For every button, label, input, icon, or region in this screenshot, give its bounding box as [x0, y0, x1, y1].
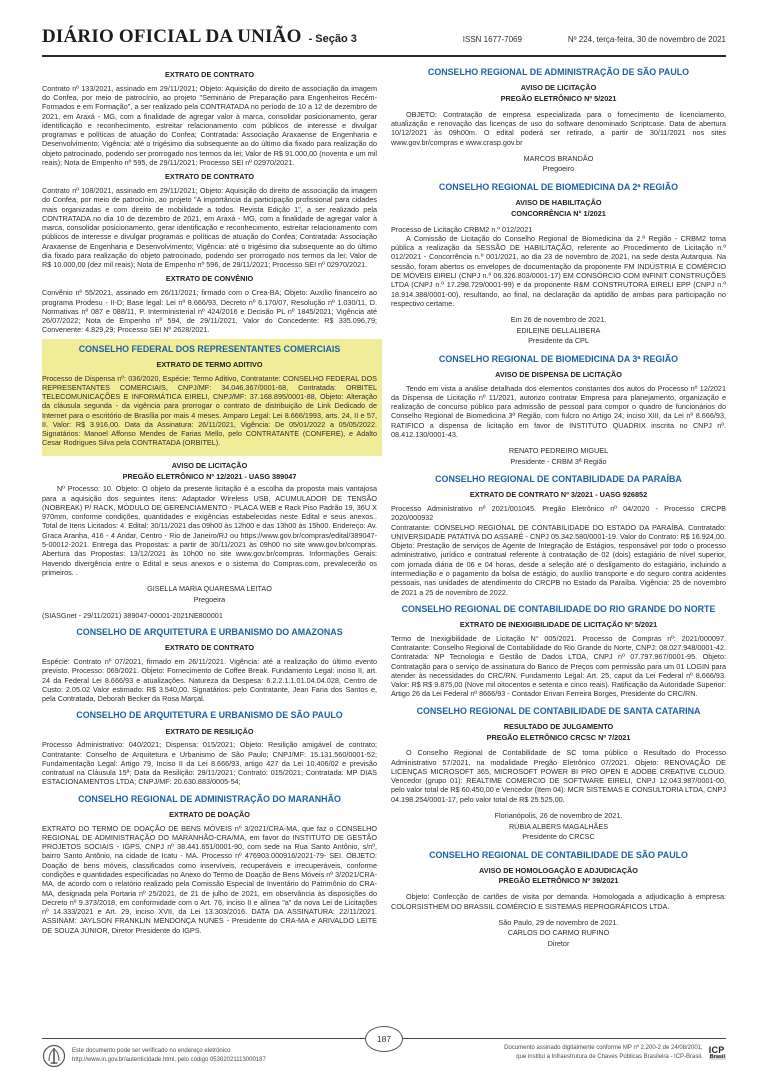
- signer-name: RÚBIA ALBERS MAGALHÃES: [508, 821, 609, 831]
- crasp-objeto-text: OBJETO: Contratação de empresa especializada para o fornecimento de licenciamento, atualização e renovação das licenças de uso do software denominado Scriptcase. Data de abertura 10/12/2021 às 09h00m. O edital poderá ser retirado, a partir de 30/11/2021 nos sites www.gov.br/compras e www.crasp.gov.br: [391, 109, 726, 147]
- extrato-contrato-108-text: Contrato nº 108/2021, assinado em 29/11/2021; Objeto: Aquisição do direito de associação da imagem do Confea, por meio de patrocínio, ao projeto "A importância da participação profissional para cidades mais organizadas e com direito de mobilidade a todos. Revista Edição 1", a ser realizado pela CONTRATADA no dia 10 de dezembro de 2021, em Araxá - MG, com a finalidade de agregar valor à marca, consolidar posicionamento, gerar identificação e reconhecimento, estreitar relacionamento com públicos de interesse e divulgar programas e políticas de atuação do Confea; Contratada: Associação Araxaense de Engenharia e Desenvolvimento; Vigência: até o trigésimo dia subsequente ao do último dia fixado para realização do objeto patrocinado, podendo ser prorrogado nos termos da lei; Valor de R$ 10.000,00 (dez mil reais); Nota de Empenho nº 596, de 29/11/2021; Processo SEI nº 02970/2021.: [42, 186, 377, 270]
- extrato-contrato-133-text: Contrato nº 133/2021, assinado em 29/11/2021; Objeto: Aquisição do direito de associação da imagem do Confea, por meio de patrocínio, ao projeto "Seminário de Preparação para Engenheiros Recém-Formados e em Formação", a ser realizado pela CONTRATADA no período de 10 a 12 de dezembro de 2021, em Araxá - MG, com a finalidade de agregar valor à marca, consolidar posicionamento, gerar identificação e reconhecimento, estreitar relacionamento com públicos de interesse e divulgar programas e políticas de atuação do Confea; Contratada: Associação Araxaense de Engenharia e Desenvolvimento; Vigência: até o trigésimo dia subsequente ao do último dia fixado para realização do objeto patrocinado, podendo ser prorrogado nos termos da lei; Valor de R$ 91.000,00 (noventa e um mil reais); Nota de Empenho nº 595, de 29/11/2021; Processo SEI nº 02970/2021.: [42, 83, 377, 167]
- org-heading-cau-am: CONSELHO DE ARQUITETURA E URBANISMO DO AMAZONAS: [76, 627, 343, 638]
- crcrn-inexigibilidade-text: Termo de Inexigibilidade de Licitação N° 005/2021. Processo de Compras nº: 2021/000097. Contratante: Conselho Regional de Contabilidade do Rio Grande do Norte, CNPJ: 08.027.948/0001-42. Contratada: NP Tecnologia e Gestão de Dados LTDA, CNPJ nº 07.797.967/0001-95. Objeto: Contratação para o serviço de assinatura do Banco de Preços com permissão para um 01 LOGIN para atender às necessidades do CRC/RN. Fundamento Legal: Art. 25, caput da Lei Federal nº 8.666/93. Valor: R$ R$ 9.875,00 (Nove mil oitocentos e setenta e cinco reais). Ratificação da Autoridade Superior: Artigo 26 da Lei Federal nº 8666/93 - Contador Erivan Ferreira Borges, Presidente do CRC/RN.: [391, 633, 726, 699]
- signature-note-line-2: que institui a Infraestrutura de Chaves Públicas Brasileira - ICP-Brasil.: [516, 1054, 703, 1060]
- act-title-cra-ma: EXTRATO DE DOAÇÃO: [169, 809, 250, 819]
- crcsc-resultado-text: O Conselho Regional de Contabilidade de SC torna público o Resultado do Processo Administrativo 57/2021, na modalidade Pregão Eletrônico 07/2021. Objeto: RENOVAÇÃO DE LICENÇAS MICROSOFT 365, MICROSOFT POWER BI PRO OPEN E ADOBE CREATIVE CLOUD. Vencedor (grupo 01): REALTIME COMERCIO DE SOFTWARE EIRELI, CNPJ 12.043.987/0001-00, pelo valor total de R$ 60.450,00 e Vencedor (Item 04): MCR SISTEMAS E CONSULTORIA LTDA, CNPJ 04.198.254/0001-17, pelo valor total de R$ 25.525,00.: [391, 748, 726, 804]
- org-heading-crbm3: CONSELHO REGIONAL DE BIOMEDICINA DA 3ª REGIÃO: [438, 353, 679, 364]
- org-heading-cfrc: CONSELHO FEDERAL DOS REPRESENTANTES COMERCIAIS: [78, 343, 341, 354]
- signer-name: EDILEINE DELLALIBERA: [516, 325, 601, 335]
- signature-note: [504, 1044, 703, 1062]
- signer-role: Presidente do CRCSC: [522, 832, 595, 841]
- edition-label: Nº 224, terça-feira, 30 de novembro de 2021: [567, 35, 726, 44]
- act-title-contrato-108: EXTRATO DE CONTRATO: [164, 172, 255, 182]
- act-subtitle-pregao-12: PREGÃO ELETRÔNICO Nº 12/2021 - UASG 389047: [122, 471, 297, 481]
- act-subtitle-crcsc-pregao: PREGÃO ELETRÔNICO CRCSC Nº 7/2021: [486, 732, 631, 742]
- page-number-badge: 187: [365, 1026, 403, 1052]
- signer-name: RENATO PEDREIRO MIGUEL: [508, 446, 609, 456]
- signature-block-crasp: [391, 154, 726, 175]
- masthead-section: - Seção 3: [308, 33, 357, 45]
- act-title-contrato-133: EXTRATO DE CONTRATO: [164, 70, 255, 79]
- signer-name: GISELLA MARIA QUARESMA LEITAO: [147, 584, 272, 594]
- verification-line-2: http://www.in.gov.br/autenticidade.html, pelo código 05302021113000187: [72, 1057, 266, 1063]
- page-footer: [42, 1034, 726, 1068]
- signer-role: Presidente - CRBM 3ª Região: [510, 456, 607, 466]
- org-heading-crasp: CONSELHO REGIONAL DE ADMINISTRAÇÃO DE SÃO PAULO: [427, 67, 690, 77]
- extrato-doacao-text: EXTRATO DO TERMO DE DOAÇÃO DE BENS MÓVEIS nº 3/2021/CRA-MA, que faz o CONSELHO REGIONAL DE ADMINISTRAÇÃO DO MARANHÃO-CRA/MA, em favor do INSTITUTO DE GESTÃO PROJETOS SOCIAIS - IGPS, CNPJ nº 38.441.651/0001-90, com sede na Rua Santo Antônio, s/nº, bairro Santo Antônio, na cidade de Icatu - MA. Processo nº 476903.000916/2021-79- SEI. OBJETO: Doação de bens móveis, classificados como inservíveis, recuperáveis e irrecuperáveis, conforme condições e quantidades especificadas no Anexo do Termo de Doação de Bens Móveis nº 3/2021/CRA-MA, de acordo com o relatório realizado pela Comissão Especial de Inventário do Patrimônio do CRA-MA, designada pela Portaria nº 25/2021, de 21 de julho de 2021, em observância às disposições do Decreto nº 9.373/2018, em conformidade com o Art. 76, inciso II e alínea "a" da nova Lei de Licitações nº 14.333/2021 e Art. 29, inciso XVII, da Lei 13.303/2016. DATA DA ASSINATURA: 22/11/2021. ASSINAM: JAYLSON FRANKLIN MENDONÇA NUNES - Presidente do CRA-MA e ARIVALDO LEITE DE SOUZA JÚNIOR, Diretor Presidente do IGPS.: [42, 823, 377, 935]
- act-title-cau-am: EXTRATO DE CONTRATO: [164, 643, 255, 653]
- act-title-crbm2-aviso: AVISO DE HABILITAÇÃO: [515, 198, 602, 207]
- crcsp-homologacao-text: Objeto: Confecção de cartões de visita por demanda. Homologada a adjudicação à empresa: COLORSISTHEM DO BRASSIL COMÉRCIO E SISTEMAS REPROGRÁFICOS LTDA.: [391, 892, 726, 911]
- extrato-cau-am-text: Espécie: Contrato nº 07/2021, firmado em 26/11/2021. Vigência: até a realização do último evento previsto. Processo: 069/2021. Objeto: Fornecimento de Coffee Break. Fundamento Legal: inciso II, art. 24 da Federal Lei 8.666/93 e atualizações. Natureza da Despesa: 6.2.2.1.1.01.04.04.028, Centro de Custo: 2.05.02 Valor estimado: R$ 3.540,00. Signatários: pelo Contratante, Jean Faria dos Santos e, pela Contratada, Deborah Becker da Rosa Marçal.: [42, 657, 377, 704]
- signature-block-crcsp: [391, 918, 726, 950]
- signature-date: São Paulo, 29 de novembro de 2021.: [498, 917, 619, 927]
- verification-note: [72, 1047, 266, 1065]
- signer-role: Diretor: [547, 938, 570, 948]
- org-heading-crcrn: CONSELHO REGIONAL DE CONTABILIDADE DO RIO GRANDE DO NORTE: [401, 603, 716, 614]
- crbm2-processo-line: Processo de Licitação CRBM2 n.º 012/2021: [391, 224, 533, 234]
- header-rule: [42, 55, 726, 57]
- icp-brasil-logo-icon: [709, 1046, 726, 1061]
- signer-role: Pregoeiro: [542, 164, 575, 174]
- signature-date: Florianópolis, 26 de novembro de 2021.: [494, 811, 623, 820]
- signature-block-crcsc: [391, 811, 726, 843]
- signer-role: Pregoeira: [193, 594, 226, 604]
- siasgnet-reference: (SIASGnet - 29/11/2021) 389047-00001-2021NE800001: [42, 611, 223, 621]
- signature-block-pregoeira: [42, 584, 377, 605]
- org-heading-crbm2: CONSELHO REGIONAL DE BIOMEDICINA DA 2ª REGIÃO: [438, 181, 679, 192]
- act-title-crasp-aviso: AVISO DE LICITAÇÃO: [520, 83, 597, 93]
- org-heading-crcsc: CONSELHO REGIONAL DE CONTABILIDADE DE SANTA CATARINA: [416, 705, 701, 716]
- signature-block-crbm3: [391, 446, 726, 467]
- brasil-coat-of-arms-icon: [42, 1044, 66, 1068]
- signature-note-line-1: Documento assinado digitalmente conforme MP nº 2.200-2 de 24/08/2001,: [504, 1045, 703, 1051]
- org-heading-cra-ma: CONSELHO REGIONAL DE ADMINISTRAÇÃO DO MARANHÃO: [78, 793, 341, 804]
- icp-logo-bottom-text: Brasil: [709, 1053, 725, 1060]
- crcpb-processo-line: Processo Administrativo nº 2021/001045. Pregão Eletrônico nº 04/2020 - Processo CRCPB 2020/000932: [391, 504, 726, 523]
- highlighted-notice: [42, 339, 382, 456]
- act-subtitle-crbm2-concorrencia: CONCORRÊNCIA N° 1/2021: [511, 208, 606, 218]
- column-right: [391, 65, 726, 1017]
- extrato-convenio-text: Convênio nº 55/2021, assinado em 26/11/2021; firmado com o Crea-BA; Objeto: Auxílio financeiro ao programa Prodesu - II-D; Base legal: Lei nº 8.666/93, Decreto nº 6.170/07, Resolução nº 1.030/11, D. Normativas nº 087 e 088/11, P. Interministerial nº 424/2016 e Decisão PL nº 1845/2021; Vigência até 26/07/2022; Nota de Empenho nº 594, de 29/11/2021, Valor do Concedente: R$ 335.096,79; Convenente: 4.829,29; Processo SEI Nº 2628/2021.: [42, 288, 377, 335]
- crbm2-habilitacao-text: A Comissão de Licitação do Conselho Regional de Biomedicina da 2.ª Região - CRBM2 torna pública a realização da SESSÃO DE HABILITAÇÃO, referente ao Procedimento de Licitação n.º 012/2021 - Concorrência n.º 001/2021, ao dia 23 de novembro de 2021, na sede desta Autarquia. Na sessão, foram abertos os envelopes de documentação da proponente FM INDÚSTRIA E COMÉRCIO DE MÓVEIS EIRELI (CNPJ n.º 06.326.803/0001-17) EM CONSÓRCIO COM INFINIT CONSTRUÇÕES LTDA (CNPJ n.º 17.298.729/0001-99) e da proponente R&M CONSTRUTORA EIRELI EPP (CNPJ n.º 18.914.388/0001-00), resultando, ao final, na declaração da aptidão de ambas para participação no respectivo certame.: [391, 233, 726, 308]
- column-left: [42, 65, 377, 1017]
- crbm3-dispensa-text: Tendo em vista a análise detalhada dos elementos constantes dos autos do Processo nº 12/2021 da Dispensa de Licitação nº 11/2021, autorizo contratar Empresa para planejamento, organização e realização de concurso público para admissão de pessoal para compor o quadro de funcionários do Conselho Regional de Biomedicina 3ª Região, com fulcro no Artigo 24, inciso XIII, da Lei nº 8.666/93, RATIFICO a dispensa de licitação em favor de INSTITUTO QUADRIX inscrita no CNPJ nº. 08.412.130/0001-43.: [391, 383, 726, 439]
- signer-name: MARCOS BRANDÃO: [523, 153, 594, 163]
- verification-line-1: Este documento pode ser verificado no endereço eletrônico: [72, 1048, 231, 1054]
- extrato-termo-aditivo-text: Processo de Dispensa nº: 036/2020, Espécie: Termo Aditivo, Contratante: CONSELHO FEDERAL DOS REPRESENTANTES COMERCIAIS, CNPJ/MF: 34.046.367/0001-68, Contratada: ORBITEL TELECOMUNICAÇÕES E INFORMÁTICA EIRELI, CNPJ/MF: 37.168.895/0001-88, Objeto: Alteração da cláusula segunda - da vigência para prorrogar o contrato de distribuição de Link Dedicado de Internet para o escritório de Brasília por mais 4 meses. Amparo Legal: Lei 8.666/1993, arts. 24, II e 57, II. Valor: R$ 3.916,00. Data da Assinatura: 26/11/2021, Vigência: De 05/01/2022 a 05/05/2022. Signatários: Manoel Affonso Mendes de Farias Mello, pelo CONTRATANTE (CONFERE), e Adalto Cesar Rodrigues Silva pela CONTRATADA (ORBITEL).: [42, 373, 377, 448]
- act-subtitle-crcsp-pregao: PREGÃO ELETRÔNICO Nº 39/2021: [498, 876, 619, 886]
- issn-label: ISSN 1677-7069: [462, 35, 522, 44]
- act-title-crcsp-homologacao: AVISO DE HOMOLOGAÇÃO E ADJUDICAÇÃO: [479, 865, 638, 875]
- org-heading-crcsp: CONSELHO REGIONAL DE CONTABILIDADE DE SÃO PAULO: [429, 849, 688, 860]
- signer-role: Presidente da CPL: [528, 336, 589, 346]
- content-columns: [42, 65, 726, 1017]
- act-subtitle-crasp-pregao: PREGÃO ELETRÔNICO Nº 5/2021: [500, 93, 617, 103]
- act-title-cau-sp: EXTRATO DE RESILIÇÃO: [165, 726, 254, 736]
- aviso-licitacao-12-text: Nº Processo: 10. Objeto: O objeto da presente licitação é a escolha da proposta mais vantajosa para a aquisição dos seguintes itens: Adaptador Wireless USB, ACUMULADOR DE TENSÃO (NOBREAK) P/ RACK, MÓDULO DE GERENCIAMENTO - PLACA WEB e Rack Piso Padrão 19, 36U X 970mm, conforme condições, quantidades e exigências estabelecidas neste Edital e seus anexos.. Total de Itens Licitados: 4. Edital: 30/11/2021 das 09h00 às 12h00 e das 13h00 às 15h00. Endereço: Av. Graca Aranha, 416 - 4 Andar, Centro - Rio de Janeiro/RJ ou https://www.gov.br/compras/edital/389047-5-00012-2021. Entrega das Propostas: a partir de 30/11/2021 às 09h00 no site www.gov.br/compras. Abertura das Propostas: 13/12/2021 às 10h00 no site www.gov.br/compras. Informações Gerais: Havendo divergência entre o Edital e seus anexos e o sistema do Compras.com, prevalecerão os primeiros. .: [42, 484, 377, 577]
- act-title-crcrn-inexigibilidade: EXTRATO DE INEXIGIBILIDADE DE LICITAÇÃO Nº 5/2021: [459, 619, 658, 629]
- act-title-crbm3-dispensa: AVISO DE DISPENSA DE LICITAÇÃO: [495, 369, 622, 379]
- masthead-title: DIÁRIO OFICIAL DA UNIÃO: [42, 26, 302, 47]
- icp-logo-top-text: ICP: [708, 1044, 725, 1055]
- act-title-termo-aditivo: EXTRATO DE TERMO ADITIVO: [156, 359, 263, 369]
- crcpb-contrato-text: Contratante: CONSELHO REGIONAL DE CONTABILIDADE DO ESTADO DA PARAÍBA. Contratado: UNIVERSIDADE PATATIVA DO ASSARÉ - CNPJ 05.342.580/0001-19. Valor do Contrato: R$ 16.924,00. Objeto: Prestação de serviços de Agente de Integração de Estágios, responsável por todo o processo administrativo, jurídico e contratual referente à contratação de 02 (dois) estagiário de nível superior, com jornada diária de 06 e 04 horas, desde a seleção até o desligamento do estagiário, incluindo a intermediação e o pagamento da bolsa de estágio, do auxílio transporte e do seguro contra acidentes pessoais, nas unidades de atendimento do CRCPB no Estado da Paraíba. Vigência: 25 de novembro de 2021 a 25 de novembro de 2022.: [391, 522, 726, 597]
- signature-block-crbm2: [391, 315, 726, 347]
- act-title-convenio: EXTRATO DE CONVÊNIO: [165, 274, 254, 284]
- page-header: [42, 26, 726, 57]
- signature-date: Em 26 de novembro de 2021.: [510, 315, 607, 325]
- act-title-crcpb-contrato: EXTRATO DE CONTRATO Nº 3/2021 - UASG 926852: [469, 490, 648, 500]
- org-heading-crcpb: CONSELHO REGIONAL DE CONTABILIDADE DA PARAÍBA: [435, 474, 682, 485]
- extrato-cau-sp-text: Processo Administrativo: 040/2021; Dispensa: 015/2021; Objeto: Resilição amigável de contrato; Contratante: Conselho de Arquitetura e Urbanismo de São Paulo; CNPJ/MF: 15.131.560/0001-52; Fundamentação Legal: Artigo 79, Inciso II da Lei 8.666/93, artigo 427 da Lei 10.406/02 e previsão contratual na Cláusula 15ª; Data da Resilição: 29/11/2021; Contrato: 015/2021; Contratada: MP DIAS ESTACIONAMENTOS LTDA; CNPJ/MF: 20.630.883/0005-54;: [42, 740, 377, 787]
- org-heading-cau-sp: CONSELHO DE ARQUITETURA E URBANISMO DE SÃO PAULO: [76, 710, 343, 721]
- act-title-crcsc-resultado: RESULTADO DE JULGAMENTO: [503, 721, 614, 731]
- act-title-aviso-licitacao-12: AVISO DE LICITAÇÃO: [171, 460, 248, 470]
- signer-name: CARLOS DO CARMO RUFINO: [507, 928, 610, 938]
